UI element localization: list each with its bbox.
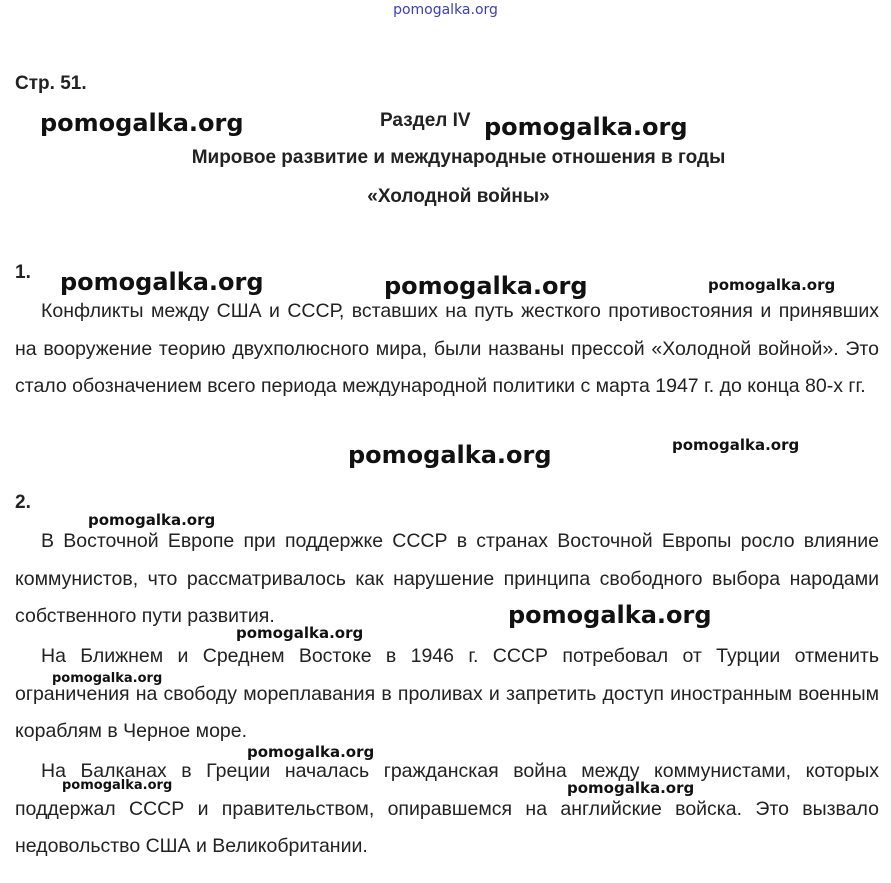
watermark: pomogalka.org bbox=[236, 624, 364, 642]
page-number: Стр. 51. bbox=[15, 73, 87, 94]
watermark: pomogalka.org bbox=[708, 276, 836, 294]
watermark: pomogalka.org bbox=[40, 109, 244, 137]
watermark: pomogalka.org bbox=[348, 441, 552, 469]
watermark: pomogalka.org bbox=[60, 268, 264, 296]
watermark: pomogalka.org bbox=[52, 671, 163, 686]
watermark: pomogalka.org bbox=[88, 511, 216, 529]
watermark: pomogalka.org bbox=[62, 778, 173, 793]
watermark: pomogalka.org bbox=[672, 436, 800, 454]
watermark: pomogalka.org bbox=[567, 779, 695, 797]
section-title-line1: Мировое развитие и международные отношения в годы bbox=[191, 147, 726, 168]
item-2-paragraph-1: В Восточной Европе при поддержке СССР в странах Восточной Европы росло влияние коммунистов, что рассматривалось как нарушение принципа свободного выбора народами собственного пути развития. bbox=[15, 530, 879, 627]
top-watermark: pomogalka.org bbox=[393, 2, 498, 18]
section-label: Раздел IV bbox=[380, 110, 471, 131]
watermark: pomogalka.org bbox=[484, 113, 688, 141]
watermark: pomogalka.org bbox=[384, 272, 588, 300]
item-number-1: 1. bbox=[15, 262, 31, 283]
item-1-paragraph-1: Конфликты между США и СССР, вставших на путь жесткого противостояния и принявших на вооружение теорию двухполюсного мира, были названы прессой «Холодной войной». Это стало обозначением всего периода международной политики с марта 1947 г. до конца 80-х гг. bbox=[15, 300, 879, 397]
item-2-paragraph-2: На Ближнем и Среднем Востоке в 1946 г. СССР потребовал от Турции отменить ограничения на свободу мореплавания в проливах и запретить доступ иностранным военным кораблям в Черное море. bbox=[15, 645, 879, 742]
item-2-paragraph-3: На Балканах в Греции началась гражданская война между коммунистами, которых поддержал СССР и правительством, опиравшемся на английские войска. Это вызвало недовольство США и Великобритании. bbox=[15, 760, 879, 857]
watermark: pomogalka.org bbox=[247, 743, 375, 761]
watermark: pomogalka.org bbox=[508, 601, 712, 629]
section-title-line2: «Холодной войны» bbox=[367, 186, 550, 207]
item-number-2: 2. bbox=[15, 492, 31, 513]
